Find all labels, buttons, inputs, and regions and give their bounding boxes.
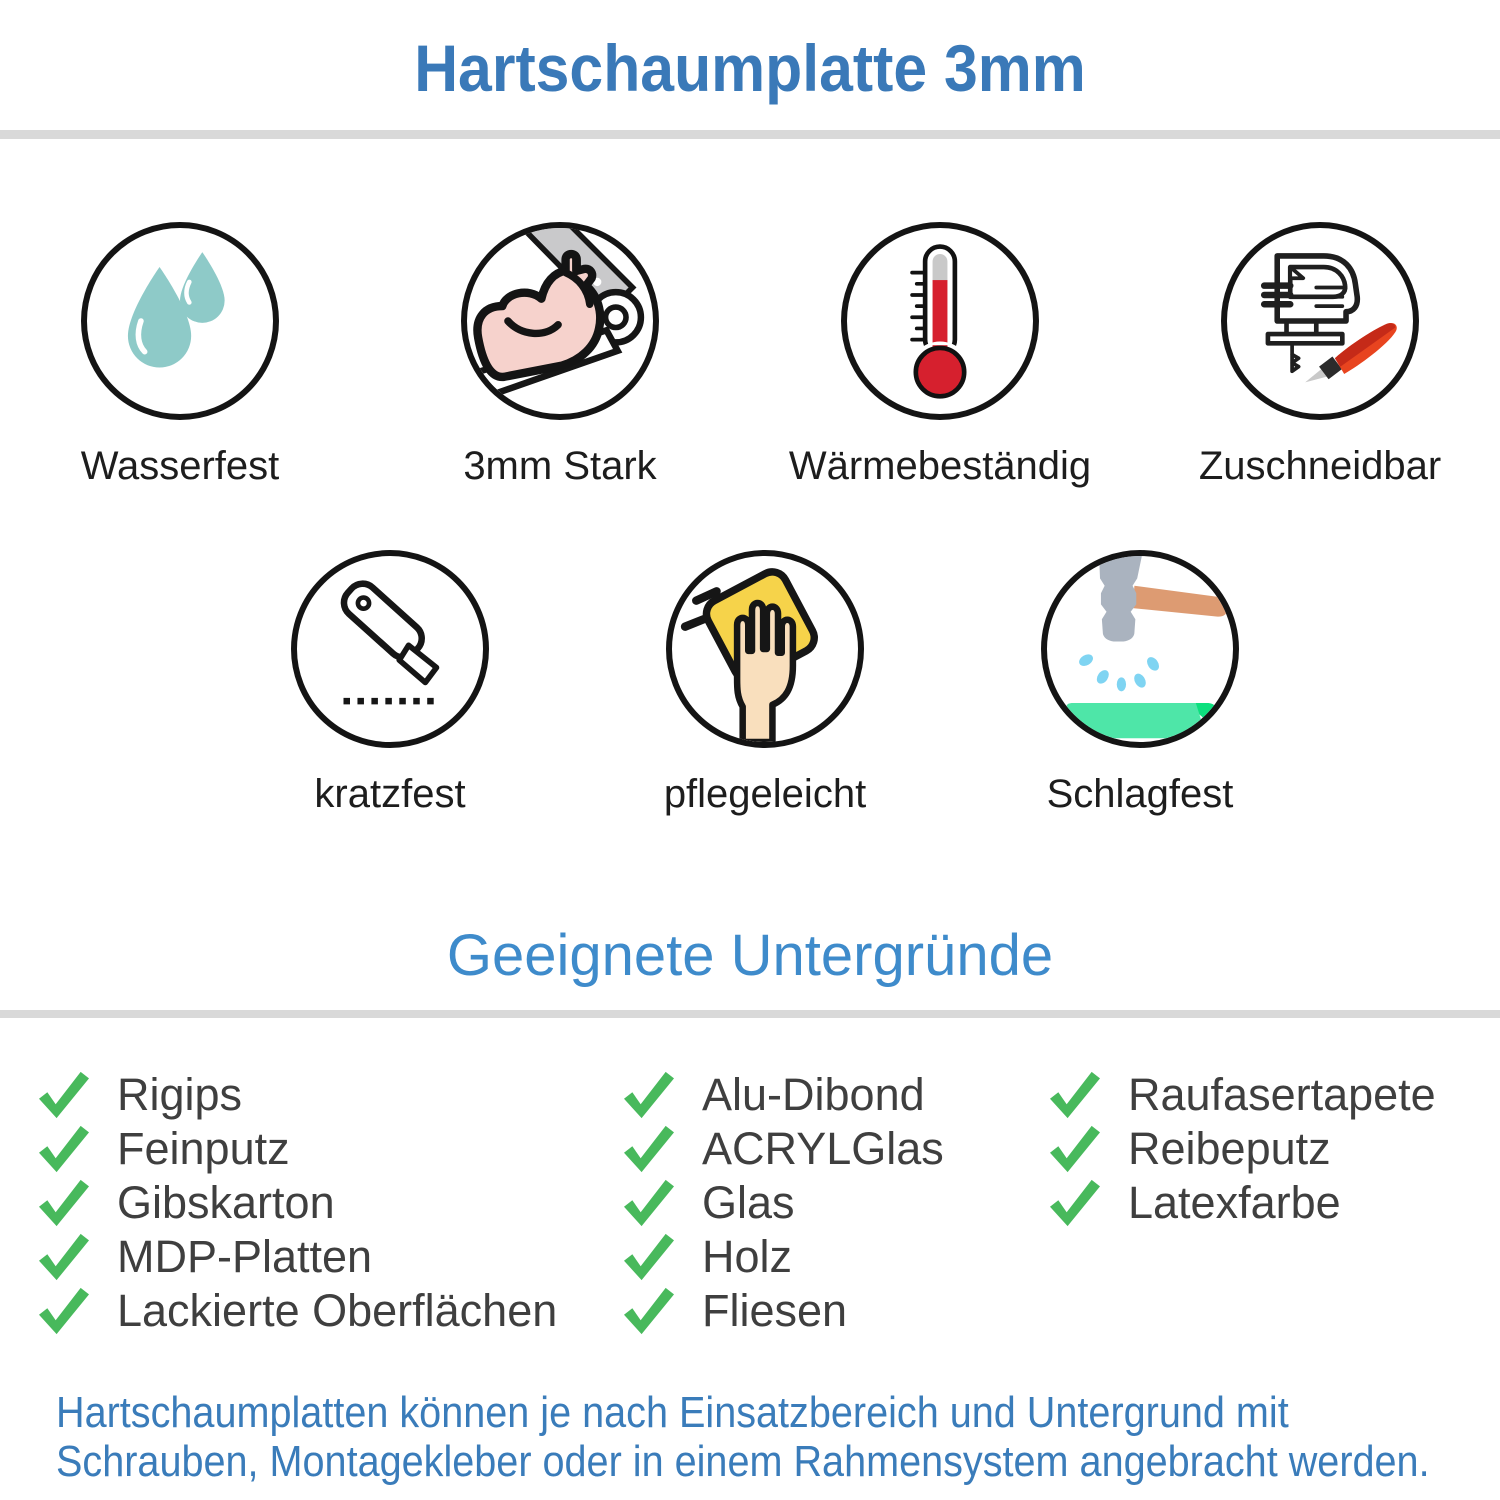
substrates-column-2 bbox=[620, 1068, 944, 1338]
feature-item-schlagfest bbox=[1020, 550, 1260, 817]
list-item bbox=[1046, 1122, 1436, 1176]
substrates-heading: Geeignete Untergründe bbox=[446, 923, 1054, 988]
substrate-label: Fliesen bbox=[702, 1285, 848, 1336]
substrate-label: MDP-Platten bbox=[117, 1231, 373, 1282]
substrate-label: Gibskarton bbox=[117, 1177, 335, 1228]
substrates-column-1 bbox=[35, 1068, 557, 1338]
list-item bbox=[1046, 1068, 1436, 1122]
footer-note bbox=[56, 1388, 1500, 1486]
checkmark-icon bbox=[35, 1070, 93, 1120]
water-drops-icon bbox=[81, 222, 279, 420]
checkmark-icon bbox=[1046, 1178, 1104, 1228]
checkmark-icon bbox=[35, 1124, 93, 1174]
substrate-label: Feinputz bbox=[117, 1123, 290, 1174]
feature-row-2 bbox=[0, 550, 1500, 817]
feature-row-1 bbox=[0, 222, 1500, 489]
feature-label: Zuschneidbar bbox=[1198, 444, 1442, 488]
hammer-icon bbox=[1041, 550, 1239, 748]
checkmark-icon bbox=[620, 1070, 678, 1120]
utility-knife-icon bbox=[291, 550, 489, 748]
feature-label: kratzfest bbox=[314, 772, 466, 816]
section-divider bbox=[0, 130, 1500, 139]
feature-label: 3mm Stark bbox=[463, 444, 657, 488]
list-item bbox=[35, 1176, 557, 1230]
checkmark-icon bbox=[35, 1232, 93, 1282]
substrate-label: Rigips bbox=[117, 1069, 243, 1120]
feature-label: Schlagfest bbox=[1046, 772, 1234, 816]
list-item bbox=[620, 1068, 944, 1122]
footer-line-2: Schrauben, Montagekleber oder in einem Rahmensystem angebracht werden. bbox=[56, 1437, 1430, 1486]
thermometer-icon bbox=[841, 222, 1039, 420]
substrates-column-3 bbox=[1046, 1068, 1436, 1230]
list-item bbox=[620, 1284, 944, 1338]
list-item bbox=[620, 1230, 944, 1284]
list-item bbox=[35, 1122, 557, 1176]
substrate-label: Raufasertapete bbox=[1128, 1069, 1436, 1120]
substrate-label: Alu-Dibond bbox=[702, 1069, 925, 1120]
feature-label: Wasserfest bbox=[80, 444, 280, 488]
page-title-text: Hartschaumplatte 3mm bbox=[414, 31, 1086, 105]
list-item bbox=[35, 1230, 557, 1284]
substrate-label: Glas bbox=[702, 1177, 795, 1228]
list-item bbox=[35, 1284, 557, 1338]
feature-item-3mm-stark bbox=[440, 222, 680, 489]
feature-label: pflegeleicht bbox=[663, 772, 867, 816]
list-item bbox=[620, 1122, 944, 1176]
checkmark-icon bbox=[620, 1124, 678, 1174]
footer-line-1: Hartschaumplatten können je nach Einsatzbereich und Untergrund mit bbox=[56, 1388, 1289, 1437]
feature-item-kratzfest bbox=[270, 550, 510, 817]
strong-arm-icon bbox=[461, 222, 659, 420]
checkmark-icon bbox=[620, 1286, 678, 1336]
feature-label: Wärmebeständig bbox=[788, 444, 1092, 488]
checkmark-icon bbox=[1046, 1070, 1104, 1120]
list-item bbox=[1046, 1176, 1436, 1230]
page-title bbox=[0, 30, 1500, 106]
checkmark-icon bbox=[620, 1178, 678, 1228]
checkmark-icon bbox=[1046, 1124, 1104, 1174]
substrate-label: Reibeputz bbox=[1128, 1123, 1331, 1174]
checkmark-icon bbox=[35, 1178, 93, 1228]
feature-item-zuschneidbar bbox=[1200, 222, 1440, 489]
checkmark-icon bbox=[620, 1232, 678, 1282]
checkmark-icon bbox=[35, 1286, 93, 1336]
feature-item-waermebestaendig bbox=[788, 222, 1092, 489]
list-item bbox=[620, 1176, 944, 1230]
jigsaw-cutter-icon bbox=[1221, 222, 1419, 420]
substrate-label: Holz bbox=[702, 1231, 793, 1282]
substrate-label: Latexfarbe bbox=[1128, 1177, 1341, 1228]
wiping-hand-icon bbox=[666, 550, 864, 748]
substrate-label: Lackierte Oberflächen bbox=[117, 1285, 558, 1336]
substrate-label: ACRYLGlas bbox=[702, 1123, 944, 1174]
section-divider bbox=[0, 1010, 1500, 1018]
feature-item-wasserfest bbox=[60, 222, 300, 489]
list-item bbox=[35, 1068, 557, 1122]
feature-item-pflegeleicht bbox=[645, 550, 885, 817]
